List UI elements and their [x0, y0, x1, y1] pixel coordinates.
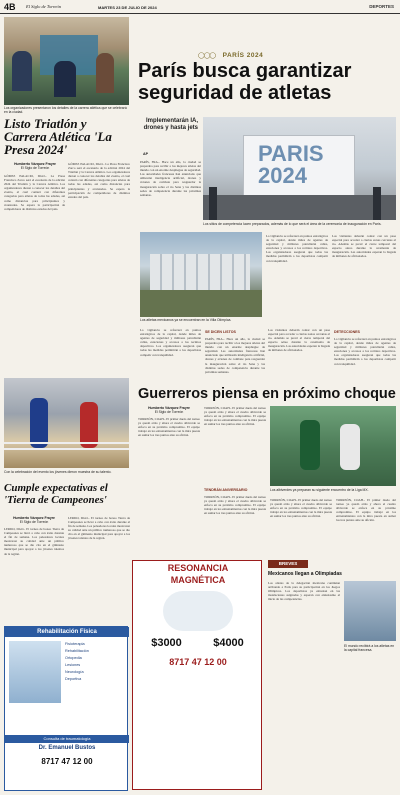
rehab-photo	[9, 641, 61, 703]
mri-machine-image	[163, 591, 233, 631]
boxing-photo	[4, 378, 129, 468]
cumple-body-col2: LERDO, DGO.- El torneo de boxeo Tierra de Campeones se llevó a cabo con éxito durante el fin de semana. Los peleadores locales mostraron su calidad ante un público numeroso que se dio cita en el gimnasio municipal para apoyar a los jóvenes talentos de la región.	[68, 516, 130, 541]
paris-body-col3b: Los visitantes deberán contar con un pase especial para acceder a ciertas zonas cercanas al río. Además se prevé el cierre temporal del espacio aéreo durante la ceremonia de inauguración. Las autoridades esperan la llegada de millones de aficionados.	[268, 328, 330, 353]
cumple-headline: Cumple expectativas el 'Tierra de Campeones'	[4, 482, 108, 506]
rehab-service: Lesiones	[65, 663, 81, 667]
paris-subhead-2: DETECCIONES	[334, 330, 360, 334]
paris-body-col4b: La vigilancia se reforzará en puntos estratégicos de la capital, donde miles de agentes de seguridad y militares patrullarán calles, estaciones y accesos a los recintos deportivos. Los organizadores aseguran que todas las medidas permitirán a los deportistas competir con tranquilidad.	[334, 337, 396, 366]
page-number: 4B	[4, 2, 16, 12]
paris-body-col1: PARÍS, FRA.- Hace un año, la ciudad se preparaba para recibir a los mejores atletas del mundo con un enorme despliegue de seguridad. Las autoridades francesas han anunciado que utilizarán inteligencia artificial, drones y aviones de combate para resguardar la inauguración sobre el río Sena y las distintas sedes de competencia durante las próximas semanas.	[140, 160, 201, 197]
rehab-service: Fisioterapia	[65, 642, 85, 646]
cumple-byline-paper: El Siglo de Torreón	[19, 520, 49, 524]
listo-body-col1: GÓMEZ PALACIO, DGO.- La Presa Francisco Zarco será el escenario de la edición 2024 del Triatlón y la Carrera Atlética. Los organizadores dieron a conocer los detalles del evento, el cual contará con diferentes categorías para atletas de todas las edades, así como distancias para principiantes y avanzados. Se espera la participación de competidores de distintos estados del país.	[4, 174, 65, 211]
olympic-village-photo	[140, 232, 262, 317]
paris-2024-badge	[198, 44, 288, 59]
rehab-services-list	[65, 641, 125, 707]
breves-photo-caption: El mundo recibirá a los atletas en la capital francesa.	[344, 644, 395, 652]
resonancia-price-2: $4000	[213, 637, 244, 649]
paris-subhead-1: SE DICEN LISTOS	[205, 330, 236, 334]
listo-byline	[4, 162, 66, 172]
rehab-service: Ortopedia	[65, 656, 82, 660]
cumple-byline	[4, 516, 64, 525]
guerreros-headline: Guerreros piensa en próximo choque	[138, 386, 396, 402]
rehab-doctor: Dr. Emanuel Bustos	[38, 745, 96, 751]
paris-venue-photo	[203, 117, 396, 220]
breves-body: Los atletas de la delegación mexicana continúan arribando a París para su participación en los Juegos Olímpicos. Los deportistas ya entrenan en las instalaciones asignadas y esperan con entusiasmo el inicio de las competencias.	[268, 581, 340, 602]
guerreros-body-col2b: TORREÓN, COAH.- El primer duelo del torneo ya quedó atrás y ahora el cuadro albiverde se enfoca en su próximo compromiso. El equipo trabajó en los entrenamientos con la mira puesta en sumar los tres puntos ante su afición.	[204, 495, 266, 516]
guerreros-photo-caption: Los albiverdes ya preparan su siguiente encuentro de la Liga MX.	[270, 488, 369, 492]
listo-headline: Listo Triatlón y Carrera Atlética 'La Presa 2024'	[4, 116, 112, 157]
breves-photo	[344, 581, 396, 641]
rehab-ad-title: Rehabilitación Física	[5, 627, 129, 637]
guerreros-byline-paper: El Siglo de Torreón	[154, 410, 184, 414]
paris-headline: París busca garantizar seguridad de atletas	[138, 60, 352, 104]
cumple-body-col1: LERDO, DGO.- El torneo de boxeo Tierra de Campeones se llevó a cabo con éxito durante el fin de semana. Los peleadores locales mostraron su calidad ante un público numeroso que se dio cita en el gimnasio municipal para apoyar a los jóvenes talentos de la región.	[4, 527, 64, 556]
breves-headline: Mexicanos llegan a Olimpiadas	[268, 571, 342, 577]
paris-source: AP	[143, 152, 148, 156]
olympic-village-caption: Los atletas mexicanos ya se encuentran en la Villa Olímpica.	[140, 318, 232, 322]
guerreros-body-col4: TORREÓN, COAH.- El primer duelo del torneo ya quedó atrás y ahora el cuadro albiverde se enfoca en su próximo compromiso. El equipo trabajó en los entrenamientos con la mira puesta en sumar los tres puntos ante su afición.	[336, 498, 396, 523]
section-name: DEPORTES	[369, 4, 394, 9]
listo-body-col2: GÓMEZ PALACIO, DGO.- La Presa Francisco Zarco será el escenario de la edición 2024 del Triatlón y la Carrera Atlética. Los organizadores dieron a conocer los detalles del evento, el cual contará con diferentes categorías para atletas de todas las edades, así como distancias para principiantes y avanzados. Se espera la participación de competidores de distintos estados del país.	[68, 162, 130, 199]
cumple-byline-author: Humberto Vázquez Frayre	[13, 516, 55, 520]
paris-body-col3: Los visitantes deberán contar con un pase especial para acceder a ciertas zonas cercanas al río. Además se prevé el cierre temporal del espacio aéreo durante la ceremonia de inauguración. Las autoridades esperan la llegada de millones de aficionados.	[332, 234, 396, 259]
listo-byline-author: Humberto Vázquez Frayre	[14, 162, 56, 166]
resonancia-ad	[132, 560, 262, 790]
paris-body-col2b: PARÍS, FRA.- Hace un año, la ciudad se preparaba para recibir a los mejores atletas del mundo con un enorme despliegue de seguridad. Las autoridades francesas han anunciado que utilizarán inteligencia artificial, drones y aviones de combate para resguardar la inauguración sobre el río Sena y las distintas sedes de competencia durante las próximas semanas.	[205, 337, 265, 374]
paris-badge-label: PARÍS 2024	[222, 52, 264, 59]
boxing-photo-caption: Con la celebración del evento los jóvenes dieron muestra de su talento.	[4, 470, 112, 474]
guerreros-body-col3: TORREÓN, COAH.- El primer duelo del torneo ya quedó atrás y ahora el cuadro albiverde se enfoca en su próximo compromiso. El equipo trabajó en los entrenamientos con la mira puesta en sumar los tres puntos ante su afición.	[270, 498, 332, 519]
resonancia-phone: 8717 47 12 00	[169, 657, 227, 667]
resonancia-subtitle: MAGNÉTICA	[170, 575, 226, 585]
guerreros-body-col1: TORREÓN, COAH.- El primer duelo del torneo ya quedó atrás y ahora el cuadro albiverde se enfoca en su próximo compromiso. El equipo trabajó en los entrenamientos con la mira puesta en sumar los tres puntos ante su afición.	[138, 417, 200, 438]
paris-body-col2: La vigilancia se reforzará en puntos estratégicos de la capital, donde miles de agentes de seguridad y militares patrullarán calles, estaciones y accesos a los recintos deportivos. Los organizadores aseguran que todas las medidas permitirán a los deportistas competir con tranquilidad.	[266, 234, 328, 263]
guerreros-body-col2: TORREÓN, COAH.- El primer duelo del torneo ya quedó atrás y ahora el cuadro albiverde se enfoca en su próximo compromiso. El equipo trabajó en los entrenamientos con la mira puesta en sumar los tres puntos ante su afición.	[204, 406, 266, 427]
guerreros-photo	[270, 406, 396, 486]
rehab-service: Neurología	[65, 670, 84, 674]
breves-label: BREVES	[268, 560, 308, 568]
olympic-rings-icon: ◯◯◯	[198, 53, 216, 59]
paris-photo-caption: Los sitios de competencia lucen preparados, además de lo que será el área de la ceremonia de inauguración en París.	[203, 222, 382, 226]
rehab-service: Rehabilitación	[65, 649, 89, 653]
paris-deck: Implementarán IA, drones y hasta jets	[143, 118, 198, 131]
rehab-consult: Consulta de traumatología	[5, 735, 129, 743]
listo-byline-paper: El Siglo de Torreón	[20, 166, 50, 170]
guerreros-byline	[138, 406, 200, 415]
guerreros-subhead: TENDRÁN ANIVERSARIO	[204, 488, 248, 492]
paris-2024-sign: PARIS 2024	[258, 141, 324, 188]
triathlon-photo	[4, 17, 129, 105]
header-rule	[0, 13, 400, 14]
resonancia-price-1: $3000	[151, 637, 182, 649]
rehab-ad	[4, 626, 128, 791]
page-header	[0, 0, 400, 14]
rehab-service: Deportiva	[65, 677, 82, 681]
page-date: MARTES 23 DE JULIO DE 2024	[98, 4, 157, 10]
resonancia-title: RESONANCIA	[167, 563, 229, 573]
guerreros-byline-author: Humberto Vázquez Frayre	[148, 406, 190, 410]
rehab-phone: 8717 47 12 00	[41, 757, 93, 766]
newspaper-name: El Siglo de Torreón	[26, 4, 62, 9]
paris-body-col1b: La vigilancia se reforzará en puntos estratégicos de la capital, donde miles de agentes de seguridad y militares patrullarán calles, estaciones y accesos a los recintos deportivos. Los organizadores aseguran que todas las medidas permitirán a los deportistas competir con tranquilidad.	[140, 328, 201, 357]
triathlon-photo-caption: Los organizadores presentaron los detalles de la carrera atlética que se celebrará en la ciudad.	[4, 106, 127, 114]
